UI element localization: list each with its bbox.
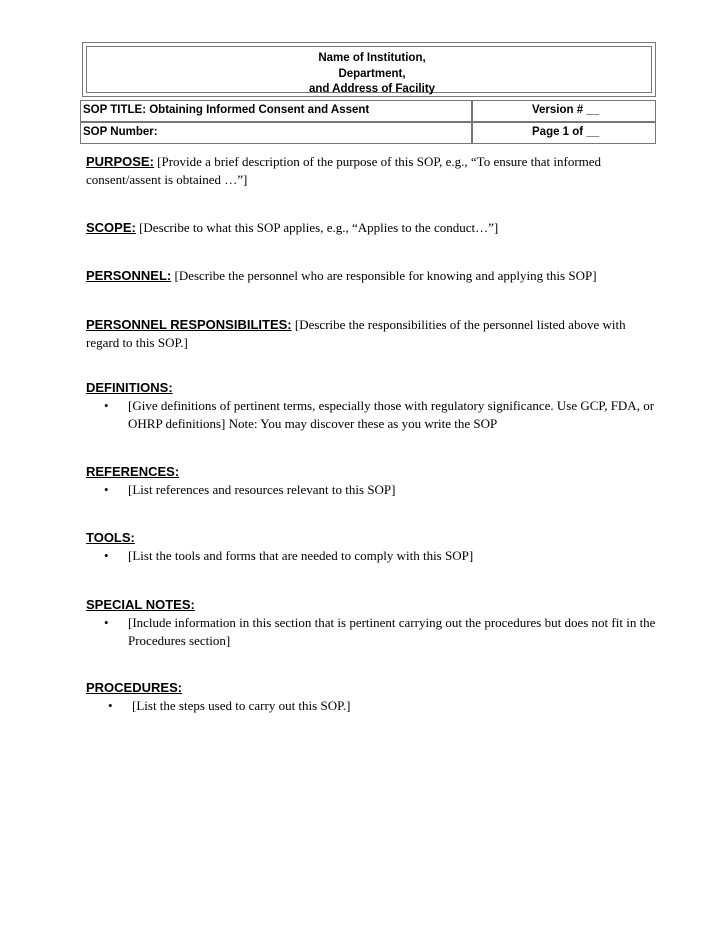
references-bullet-item [86, 481, 656, 499]
personnel-text: [Describe the personnel who are responsible for knowing and applying this SOP] [174, 268, 597, 283]
scope-text: [Describe to what this SOP applies, e.g., “Applies to the conduct…”] [139, 220, 499, 235]
references-section [86, 463, 656, 499]
sop-info-table [80, 100, 656, 144]
procedures-section [86, 679, 656, 715]
bullet-icon: • [108, 698, 113, 713]
page-cell [472, 122, 656, 144]
bullet-icon: • [104, 482, 109, 497]
tools-heading: TOOLS: [86, 530, 135, 545]
sop-title-cell [80, 100, 472, 122]
facility-address: and Address of Facility [308, 83, 436, 95]
version-cell [472, 100, 656, 122]
tools-bullet-text: [List the tools and forms that are needed to comply with this SOP] [128, 548, 474, 563]
personnel-section [86, 267, 656, 285]
bullet-icon: • [104, 398, 109, 413]
references-bullet-text: [List references and resources relevant to this SOP] [128, 482, 396, 497]
institution-header-text [87, 51, 651, 98]
definitions-section [86, 379, 656, 433]
personnel-heading: PERSONNEL: [86, 268, 172, 283]
definitions-bullet-text: [Give definitions of pertinent terms, especially those with regulatory significance. Use GCP, FDA, or OHRP definitions] Note: You may discover these as you write the SOP [128, 398, 655, 431]
responsibilities-text: [Describe the responsibilities of the personnel listed above with regard to this SOP.] [86, 317, 626, 350]
special-notes-bullet-item [86, 614, 656, 650]
tools-bullet-item [86, 547, 656, 565]
purpose-heading: PURPOSE: [86, 154, 154, 169]
definitions-bullet-item [86, 397, 656, 433]
scope-section [86, 219, 656, 237]
sop-number-cell [80, 122, 472, 144]
tools-section [86, 529, 656, 565]
responsibilities-heading: PERSONNEL RESPONSIBILITES: [86, 317, 292, 332]
institution-header [82, 42, 656, 97]
purpose-section [86, 153, 656, 189]
bullet-icon: • [104, 548, 109, 563]
institution-header-inner [86, 46, 652, 93]
sop-number-label: SOP Number: [83, 126, 158, 138]
scope-heading: SCOPE: [86, 220, 136, 235]
special-notes-heading: SPECIAL NOTES: [86, 597, 195, 612]
version-label: Version # __ [532, 104, 600, 116]
references-heading: REFERENCES: [86, 464, 180, 479]
special-notes-bullet-text: [Include information in this section that is pertinent carrying out the procedures but does not fit in the Procedures section] [128, 615, 656, 648]
sop-title-label: SOP TITLE: Obtaining Informed Consent and Assent [83, 104, 370, 116]
page-label: Page 1 of __ [532, 126, 600, 138]
procedures-bullet-item [86, 697, 656, 715]
definitions-heading: DEFINITIONS: [86, 380, 173, 395]
institution-name: Name of Institution, [318, 52, 426, 64]
bullet-icon: • [104, 615, 109, 630]
responsibilities-section [86, 316, 656, 352]
procedures-bullet-text: [List the steps used to carry out this SOP.] [132, 698, 351, 713]
department-name: Department, [338, 67, 406, 80]
procedures-heading: PROCEDURES: [86, 680, 183, 695]
purpose-text: [Provide a brief description of the purpose of this SOP, e.g., “To ensure that informed consent/assent is obtained …”] [86, 154, 602, 187]
special-notes-section [86, 596, 656, 650]
